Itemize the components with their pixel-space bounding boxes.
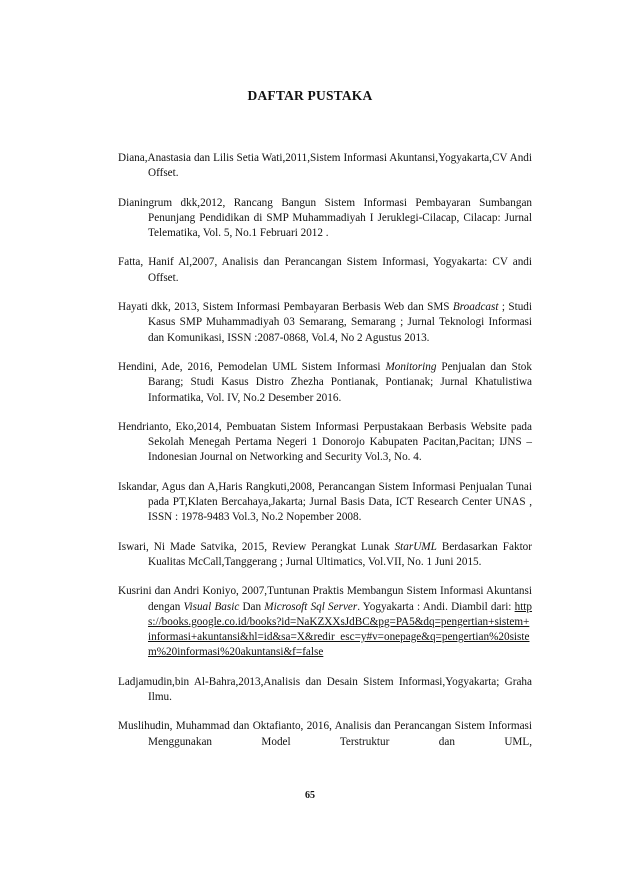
reference-item: Muslihudin, Muhammad dan Oktafianto, 2016, Analisis dan Perancangan Sistem Informasi Menggunakan Model Terstruktur dan UML, [118, 720, 532, 748]
reference-list [118, 151, 532, 750]
reference-item: Iskandar, Agus dan A,Haris Rangkuti,2008, Perancangan Sistem Informasi Penjualan Tunai pada PT,Klaten Bercahaya,Jakarta; Jurnal Basis Data, ICT Research Center UNAS , ISSN : 1978-9483 Vol.3, No.2 Nopember 2008. [118, 480, 532, 524]
reference-item: Fatta, Hanif Al,2007, Analisis dan Perancangan Sistem Informasi, Yogyakarta: CV andi Offset. [118, 256, 532, 284]
reference-italic-term: Monitoring [385, 360, 437, 373]
reference-item [118, 584, 532, 660]
reference-item: Ladjamudin,bin Al-Bahra,2013,Analisis dan Desain Sistem Informasi,Yogyakarta; Graha Ilmu. [118, 675, 532, 704]
reference-italic-term: Visual Basic [183, 600, 240, 613]
reference-text: . Yogyakarta : Andi. Diambil dari: [357, 600, 515, 613]
reference-link[interactable]: https://books.google.co.id/books?id=NaKZXXsJdBC&pg=PA5&dq=pengertian+sistem+informasi+akuntansi&hl=id&sa=X&redir_esc=y#v=onepage&q=pengertian%20sistem%20informasi%20akuntansi&f=false [148, 600, 533, 659]
page-number: 65 [305, 790, 315, 801]
reference-item: Dianingrum dkk,2012, Rancang Bangun Sistem Informasi Pembayaran Sumbangan Penunjang Pendidikan di SMP Muhammadiyah I Jeruklegi-Cilacap, Cilacap: Jurnal Telematika, Vol. 5, No.1 Februari 2012 . [118, 196, 532, 240]
reference-italic-term: Broadcast [452, 301, 499, 314]
reference-italic-term: Microsoft Sql Server [264, 600, 358, 613]
reference-text: Iswari, Ni Made Satvika, 2015, Review Perangkat Lunak [118, 540, 395, 553]
reference-italic-term: StarUML [394, 540, 437, 553]
page-title: DAFTAR PUSTAKA [247, 88, 373, 103]
reference-item: Diana,Anastasia dan Lilis Setia Wati,2011,Sistem Informasi Akuntansi,Yogyakarta,CV Andi Offset. [118, 152, 532, 180]
reference-text: Hendini, Ade, 2016, Pemodelan UML Sistem Informasi [118, 360, 386, 373]
reference-text: ; Studi Kasus SMP Muhammadiyah 03 Semarang, Semarang ; Jurnal Teknologi Informasi dan Komunikasi, ISSN :2087-0868, Vol.4, No 2 Agustus 2013. [148, 301, 532, 344]
reference-text: Penjualan dan Stok Barang; Studi Kasus Distro Zhezha Pontianak, Pontianak; Jurnal Khatulistiwa Informatika, Vol. IV, No.2 Desember 2016. [148, 360, 532, 404]
reference-text: Kusrini dan Andri Koniyo, 2007,Tuntunan Praktis Membangun Sistem Informasi Akuntansi dengan [118, 585, 532, 613]
reference-text: Hayati dkk, 2013, Sistem Informasi Pembayaran Berbasis Web dan SMS [118, 301, 453, 314]
reference-text: Dan [239, 600, 265, 613]
reference-item [118, 360, 532, 406]
reference-text: Berdasarkan Faktor Kualitas McCall,Tanggerang ; Jurnal Ultimatics, Vol.VII, No. 1 Juni 2015. [148, 540, 532, 568]
reference-item [118, 540, 532, 571]
reference-item [118, 300, 532, 346]
reference-item: Hendrianto, Eko,2014, Pembuatan Sistem Informasi Perpustakaan Berbasis Website pada Sekolah Menegah Pertama Negeri 1 Donorojo Kabupaten Pacitan,Pacitan; IJNS – Indonesian Journal on Networking and Security Vol.3, No. 4. [118, 420, 532, 464]
